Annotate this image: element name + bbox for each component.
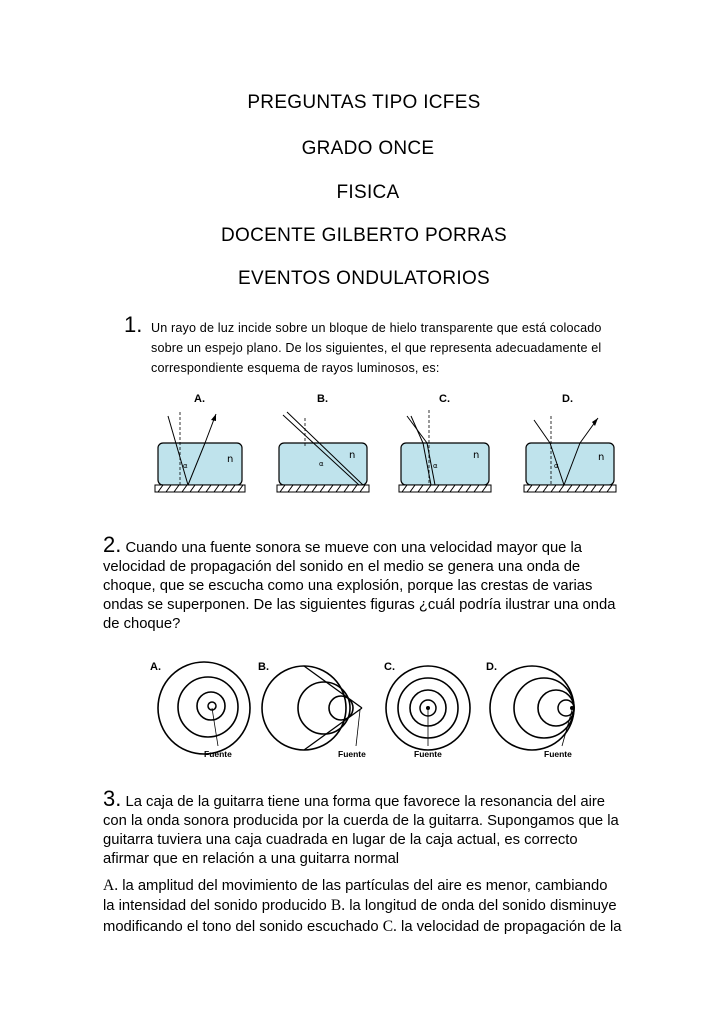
q1-figure-c-label: C. (439, 393, 450, 405)
option-a-text: la amplitud del movimiento de las partículas del aire es menor, cambiando la intensidad del sonido producido (103, 878, 608, 915)
title-line-1: PREGUNTAS TIPO ICFES (247, 92, 481, 113)
option-b-text: la longitud de onda del sonido disminuye modificando el tono del sonido escuchado (103, 898, 617, 935)
question-2-text: Cuando una fuente sonora se mueve con una velocidad mayor que la velocidad de propagación del sonido en el medio se genera una onda de choque, que se escucha como una explosión, porque las crestas de varias ondas se superponen. De las siguientes figuras ¿cuál podría ilustrar una onda de choque? (103, 540, 616, 632)
question-3-text: La caja de la guitarra tiene una forma que favorece la resonancia del aire con la onda sonora producida por la cuerda de la guitarra. Supongamos que la guitarra tuviera una caja cuadrada en lugar de la caja actual, es correcto afirmar que en relación a una guitarra normal (103, 794, 619, 867)
question-2-number: 2. (103, 532, 122, 557)
q1-figure-a-angle: α (183, 462, 188, 470)
title-line-4: DOCENTE GILBERTO PORRAS (221, 225, 507, 246)
q1-figure-d (520, 388, 620, 500)
q2-figure-b-label: B. (258, 661, 269, 673)
q1-figure-a-label: A. (194, 393, 205, 405)
q2-figure-d-source: Fuente (544, 749, 572, 759)
q1-figure-c (397, 388, 497, 500)
title-line-2: GRADO ONCE (301, 138, 435, 159)
q2-figure-c (378, 660, 478, 766)
q2-figure-d-label: D. (486, 661, 497, 673)
q1-figure-b-n: n (349, 450, 356, 461)
title-line-3: FISICA (336, 182, 400, 203)
option-c-letter: C. (382, 917, 397, 935)
q1-figure-a-n: n (227, 454, 234, 465)
q1-figure-b-angle: α (319, 460, 324, 468)
q1-figure-d-label: D. (562, 393, 573, 405)
q1-figure-c-n: n (473, 450, 480, 461)
q2-figure-a-source: Fuente (204, 749, 232, 759)
question-1-number: 1. (124, 312, 143, 337)
q2-figure-a (148, 660, 258, 766)
q1-figure-a (150, 388, 250, 500)
question-1-text: Un rayo de luz incide sobre un bloque de hielo transparente que está colocado sobre un espejo plano. De los siguientes, el que representa adecuadamente el correspondiente esquema de rayos luminosos, es: (151, 321, 602, 375)
q1-figure-d-angle: α (554, 462, 559, 470)
q2-figure-d (484, 660, 594, 766)
q2-figure-a-label: A. (150, 661, 161, 673)
question-3-number: 3. (103, 786, 122, 811)
q2-figure-b (256, 660, 376, 766)
q1-figure-c-angle: α (433, 462, 438, 470)
q2-figure-c-label: C. (384, 661, 395, 673)
q1-figure-b-label: B. (317, 393, 328, 405)
option-a-letter: A. (103, 877, 119, 894)
question-3 (103, 786, 623, 869)
option-b-letter: B. (330, 897, 346, 915)
q1-figure-b (275, 388, 375, 500)
q1-figure-d-n: n (598, 452, 605, 463)
option-c-text: la velocidad de propagación de la (396, 918, 622, 935)
question-3-options (103, 876, 623, 937)
q2-figure-c-source: Fuente (414, 749, 442, 759)
q2-figure-b-source: Fuente (338, 749, 366, 759)
question-2 (103, 532, 623, 634)
title-line-5: EVENTOS ONDULATORIOS (238, 268, 490, 289)
